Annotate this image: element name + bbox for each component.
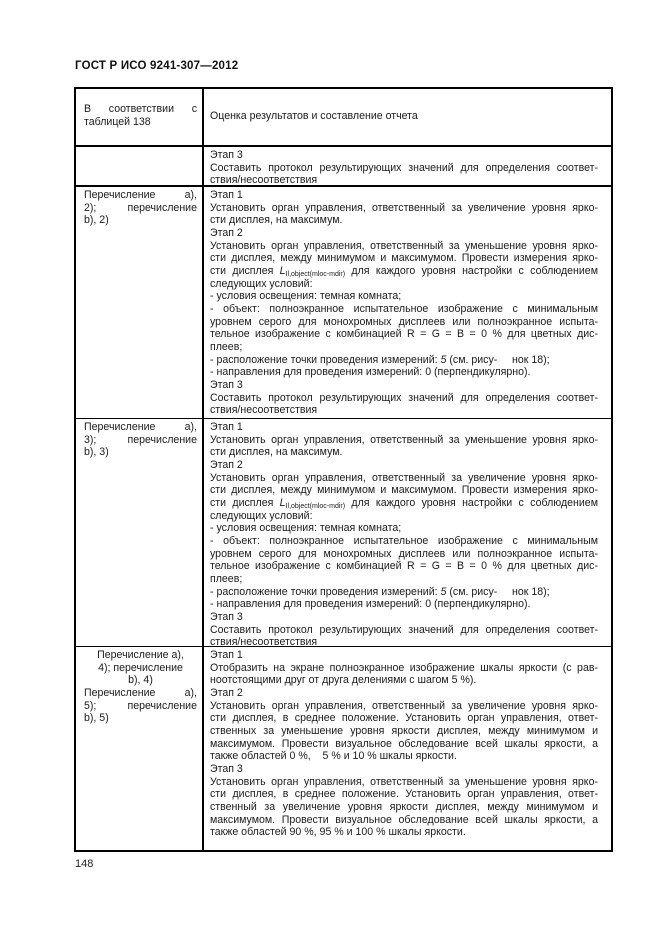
text-line: Установить орган управления, ответственный за увеличение уровня ярко- [210,699,598,712]
text-line: Этап 3 [210,149,243,161]
text-line: Установить орган управления, ответственный за уменьшение уровня ярко- [210,775,598,788]
procedure-table [74,87,613,852]
text-line: Установить орган управления, ответственный за уменьшение уровня ярко- [210,433,598,446]
table-cell-right [204,647,611,850]
text-line: Перечисление a), [84,189,197,201]
document-header: ГОСТ Р ИСО 9241-307—2012 [75,60,239,72]
text-line: сти дисплея $L_{Il,object(mloc-mdir)}$ для каждого уровня настройки с соблюдением [210,264,598,278]
text-line: также областей 90 %, 95 % и 100 % шкалы яркости. [210,826,466,839]
text-line: b), 5) [84,712,109,725]
text-line: b), 2) [84,214,109,227]
text-line: Этап 1 [210,189,243,201]
text-line: Перечисление a), [84,686,197,699]
table-cell-right [204,147,611,185]
text-line: Оценка результатов и составление отчета [210,109,418,122]
text-line: 4); перечисление [98,661,183,674]
text-line: тельное изображение с комбинацией R = G = B = 0 % для цветных дис- [210,560,598,573]
text-line: сти дисплея, между минимумом и максимумом. Провести измерения ярко- [210,484,598,497]
table-cell-left [76,647,204,850]
text-line: Установить орган управления, ответственный за увеличение уровня ярко- [210,471,598,484]
text-line: тельное изображение с комбинацией R = G = B = 0 % для цветных дис- [210,328,598,341]
text-line: ноотстоящими друг от друга делениями с шагом 5 %). [210,674,477,687]
text-line: таблицей 138 [84,116,151,128]
table-cell-right [204,89,611,145]
text-line: сти дисплея $L_{Il,object(mloc-mdir)}$ для каждого уровня настройки с соблюдением [210,496,598,510]
text-line: - объект: полноэкранное испытательное изображение с минимальным [210,302,598,315]
text-line: b), 3) [84,446,109,459]
text-line: сти дисплея, в среднее положение. Установить орган управления, ответ- [210,788,598,801]
text-line: сти дисплея, между минимумом и максимумом. Провести измерения ярко- [210,252,598,265]
table-cell-right [204,419,611,646]
text-line: Этап 3 [210,762,243,775]
text-line: сти дисплея, на максимум. [210,214,343,227]
text-line: Этап 3 [210,378,243,391]
formula-symbol: L [279,496,286,509]
text-line: сти дисплея, в среднее положение. Установить орган управления, ответ- [210,712,598,725]
text-line: - расположение точки проведения измерений: 5 (см. рису- нок 18); [210,353,550,366]
text-line: сти дисплея, на максимум. [210,446,343,459]
text-line: 3); перечисление [84,433,197,446]
text-line: 2); перечисление [84,201,197,214]
table-cell-left [76,187,204,418]
text-line: Этап 1 [210,421,243,433]
text-line: - направления для проведения измерений: 0 (перпендикулярно). [210,366,531,379]
formula-symbol: L [279,264,286,277]
text-line: ствия/несоответствия [210,174,318,185]
text-line: ствия/несоответствия [210,404,318,417]
text-line: также областей 0 %, 5 % и 10 % шкалы яркости. [210,750,457,763]
text-line: ствия/несоответствия [210,636,318,646]
text-line: ственный за увеличение уровня яркости дисплея, между минимумом и [210,800,598,813]
text-line: - объект: полноэкранное испытательное изображение с минимальным [210,534,598,547]
text-line: Составить протокол результирующих значений для определения соответ- [210,161,598,174]
table-cell-left [76,419,204,646]
text-line: - направления для проведения измерений: 0 (перпендикулярно). [210,598,531,611]
text-line: максимумом. Провести визуальное обследование всей шкалы яркости, а [210,813,598,826]
text-line: ственных за уменьшение уровня яркости дисплея, между минимумом и [210,724,598,737]
italic-text: 5 [440,353,447,366]
italic-text: 5 [440,585,447,598]
table-cell-left [76,89,204,145]
table-row-step3-report [76,147,611,187]
text-line: плеев; [210,572,243,585]
text-line: Установить орган управления, ответственный за увеличение уровня ярко- [210,201,598,214]
text-line: максимумом. Провести визуальное обследование всей шкалы яркости, а [210,737,598,750]
text-line: Составить протокол результирующих значений для определения соответ- [210,391,598,404]
text-line: Этап 2 [210,686,243,699]
text-line: - условия освещения: темная комната; [210,522,402,535]
text-line: следующих условий: [210,509,313,522]
text-line: Этап 2 [210,458,243,471]
text-line: Отобразить на экране полноэкранное изображение шкалы яркости (с рав- [210,661,598,674]
table-cell-left [76,147,204,185]
text-line: В соответствии с [84,103,197,116]
page-number: 148 [75,858,94,870]
text-line: Составить протокол результирующих значений для определения соответ- [210,623,598,636]
table-row-enum-2 [76,187,611,419]
text-line: Этап 3 [210,610,243,623]
text-line: следующих условий: [210,277,313,290]
text-line: плеев; [210,340,243,353]
formula-subscript: Il,object(mloc-mdir) [285,270,346,278]
text-line: b), 4) [128,674,153,687]
table-row-enum-3 [76,419,611,647]
text-line: уровнем серого для монохромных дисплеев или полноэкранное испыта- [210,547,598,560]
table-row-header [76,89,611,147]
text-line: Установить орган управления, ответственный за уменьшение уровня ярко- [210,239,598,252]
text-line: 5); перечисление [84,699,197,712]
text-line: Этап 2 [210,226,243,239]
text-line: Перечисление a), [97,649,184,661]
text-line: - условия освещения: темная комната; [210,290,402,303]
text-line: - расположение точки проведения измерений: 5 (см. рису- нок 18); [210,585,550,598]
text-line: уровнем серого для монохромных дисплеев или полноэкранное испыта- [210,315,598,328]
table-cell-right [204,187,611,418]
text-line: Перечисление a), [84,421,197,433]
text-line: Этап 1 [210,649,243,661]
formula-subscript: Il,object(mloc-mdir) [285,502,346,510]
table-row-enum-4-5 [76,647,611,850]
